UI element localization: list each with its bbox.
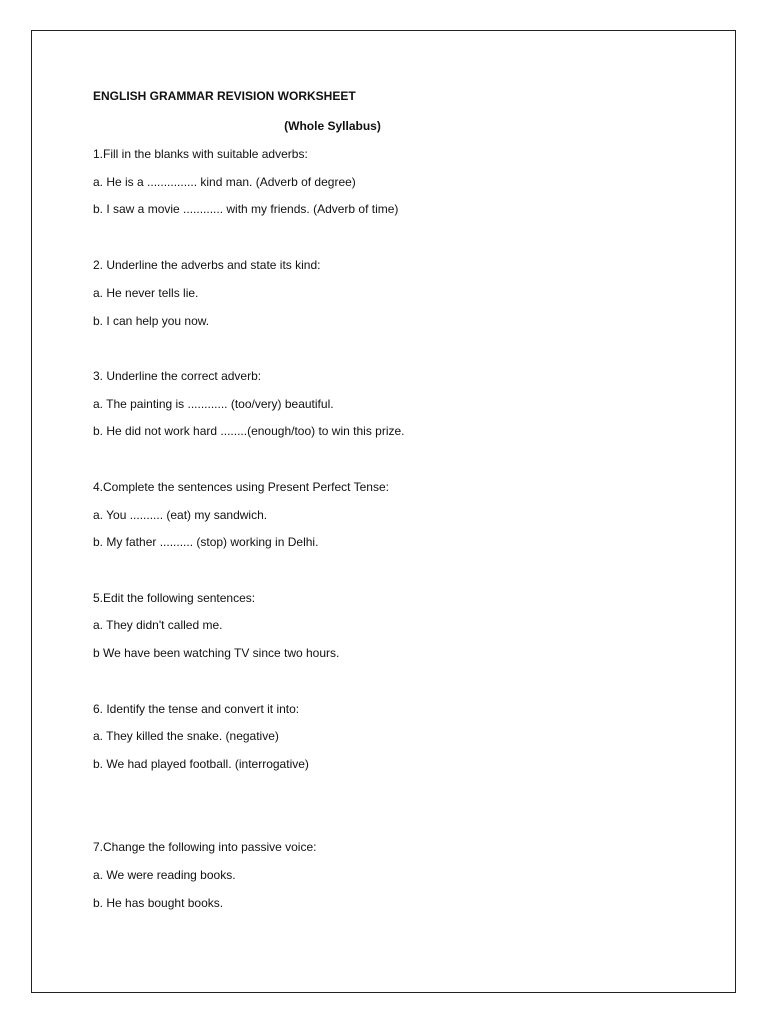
section-1-item-b: b. I saw a movie ............ with my friends. (Adverb of time) <box>93 202 399 216</box>
section-1-heading: 1.Fill in the blanks with suitable adverbs: <box>93 147 308 161</box>
section-5-item-b: b We have been watching TV since two hours. <box>93 646 340 660</box>
section-5-heading: 5.Edit the following sentences: <box>93 591 256 605</box>
section-4-heading: 4.Complete the sentences using Present Perfect Tense: <box>93 480 389 494</box>
section-4-item-b: b. My father .......... (stop) working in Delhi. <box>93 535 319 549</box>
worksheet-title: ENGLISH GRAMMAR REVISION WORKSHEET <box>93 89 356 103</box>
section-3-heading: 3. Underline the correct adverb: <box>93 369 262 383</box>
section-6-item-b: b. We had played football. (interrogative) <box>93 757 309 771</box>
section-2-item-b: b. I can help you now. <box>93 314 210 328</box>
section-1-item-a: a. He is a ............... kind man. (Adverb of degree) <box>93 175 356 189</box>
section-2-item-a: a. He never tells lie. <box>93 286 199 300</box>
section-3-item-b: b. He did not work hard ........(enough/too) to win this prize. <box>93 424 405 438</box>
section-7-heading: 7.Change the following into passive voice: <box>93 840 317 854</box>
worksheet-subtitle: (Whole Syllabus) <box>284 119 381 133</box>
section-6-item-a: a. They killed the snake. (negative) <box>93 729 279 743</box>
section-6-heading: 6. Identify the tense and convert it into: <box>93 702 300 716</box>
section-3-item-a: a. The painting is ............ (too/very) beautiful. <box>93 397 334 411</box>
section-7-item-a: a. We were reading books. <box>93 868 236 882</box>
section-5-item-a: a. They didn't called me. <box>93 618 223 632</box>
section-7-item-b: b. He has bought books. <box>93 896 224 910</box>
section-4-item-a: a. You .......... (eat) my sandwich. <box>93 508 268 522</box>
section-2-heading: 2. Underline the adverbs and state its kind: <box>93 258 321 272</box>
